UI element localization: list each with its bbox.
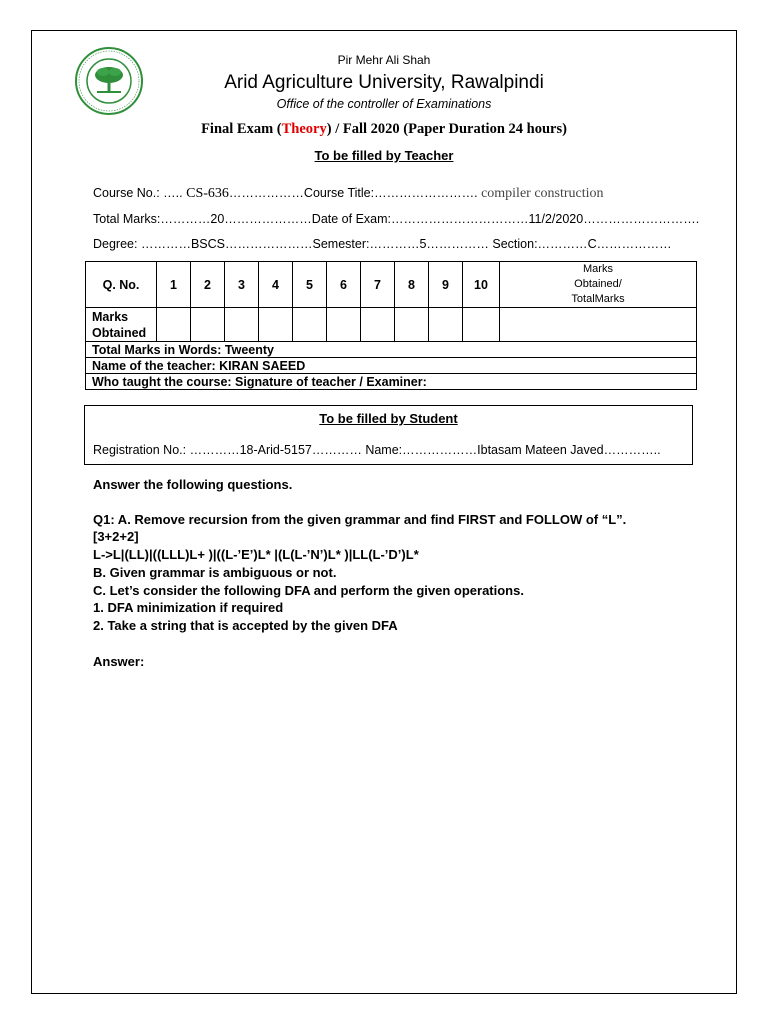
semester: 5 [419,237,427,251]
question-number: 9 [429,262,463,308]
question-number: 2 [191,262,225,308]
question-number: 8 [395,262,429,308]
office-name: Office of the controller of Examinations [276,97,492,111]
question-marks: [3+2+2] [93,529,139,544]
student-section-heading: To be filled by Student [319,411,458,426]
marks-cell [191,308,225,342]
question-1c: C. Let’s consider the following DFA and perform the given operations. [93,583,524,598]
student-name: Ibtasam Mateen Javed [477,443,604,457]
marks-cell [157,308,191,342]
total-marks-in-words: Total Marks in Words: Tweenty [86,342,697,358]
question-1b: B. Given grammar is ambiguous or not. [93,565,337,580]
question-number: 5 [293,262,327,308]
teacher-name: Name of the teacher: KIRAN SAEED [86,358,697,374]
question-1a: Q1: A. Remove recursion from the given grammar and find FIRST and FOLLOW of “L”. [93,512,627,527]
marks-date-row: Total Marks:…………20…………………Date of Exam:……………………………11/2/2020………………………. [93,212,700,226]
marks-cell [463,308,500,342]
degree: BSCS [190,237,225,251]
operation-2: 2. Take a string that is accepted by the given DFA [93,618,398,633]
marks-cell [395,308,429,342]
exam-type: Theory [281,121,327,137]
student-section [84,405,693,465]
question-number: 10 [463,262,500,308]
question-number: 6 [327,262,361,308]
question-number: 1 [157,262,191,308]
course-title: compiler construction [477,186,604,201]
section: C [587,237,597,251]
teacher-section-heading: To be filled by Teacher [314,148,454,163]
registration-number: 18-Arid-5157 [239,443,312,457]
marks-table [85,261,697,390]
marks-cell [429,308,463,342]
question-number: 4 [259,262,293,308]
teacher-signature-row: Who taught the course: Signature of teacher / Examiner: [86,374,697,390]
university-name: Arid Agriculture University, Rawalpindi [224,72,544,93]
course-row: Course No.: ….. CS-636………………Course Title:……………………. compiler construction [93,186,604,201]
qno-header: Q. No. [86,262,157,308]
marks-obtained-total-header: Marks Obtained/ TotalMarks [500,262,697,308]
marks-cell [327,308,361,342]
course-number: CS-636 [182,186,229,201]
marks-cell [225,308,259,342]
marks-cell [500,308,697,342]
operation-1: 1. DFA minimization if required [93,600,284,615]
exam-title: Final Exam (Theory) / Fall 2020 (Paper Duration 24 hours) [201,121,567,137]
grammar: L->L|(LL)|((LLL)L+ )|((L-’E’)L* |(L(L-’N’)L* )|LL(L-’D’)L* [93,547,419,562]
founder-name: Pir Mehr Ali Shah [337,53,431,67]
marks-cell [293,308,327,342]
answer-label: Answer: [93,654,145,669]
question-number: 7 [361,262,395,308]
marks-cell [361,308,395,342]
instructions: Answer the following questions. [93,477,293,492]
marks-cell [259,308,293,342]
exam-date: 11/2/2020 [528,212,584,226]
marks-obtained-label: Marks Obtained [86,308,157,342]
total-marks: 20 [210,212,225,226]
degree-row: Degree: …………BSCS…………………Semester:…………5…………… Section:…………C……………… [93,237,672,251]
student-info-row: Registration No.: …………18-Arid-5157………… Name:………………Ibtasam Mateen Javed………….. [93,443,661,457]
question-number: 3 [225,262,259,308]
